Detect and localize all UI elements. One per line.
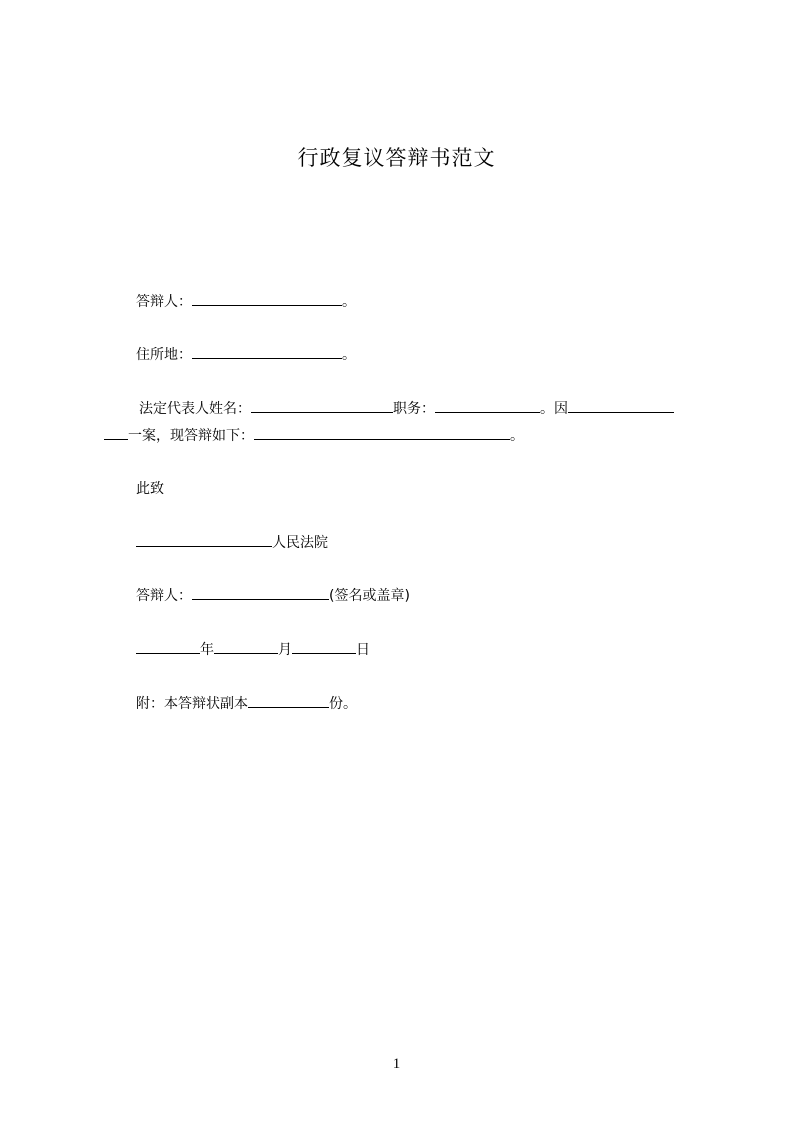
- copies-blank[interactable]: [248, 694, 329, 708]
- date-line: [136, 640, 370, 659]
- position-label: 职务：: [393, 401, 435, 417]
- page-number: 1: [392, 1056, 401, 1072]
- respondent-line: [136, 292, 356, 311]
- court-line: [136, 533, 328, 552]
- signature-line: [136, 586, 410, 605]
- address-end: 。: [342, 347, 356, 363]
- sign-note: (签名或盖章): [329, 588, 410, 604]
- position-blank[interactable]: [435, 399, 540, 413]
- legal-rep-blank[interactable]: [251, 399, 393, 413]
- document-title: 行政复议答辩书范文: [297, 146, 496, 170]
- defense-blank[interactable]: [254, 426, 510, 440]
- signature-blank[interactable]: [192, 586, 329, 600]
- attachment-suffix: 份。: [329, 696, 357, 712]
- respondent-blank[interactable]: [192, 292, 342, 306]
- attachment-line: [136, 694, 357, 713]
- respondent-label: 答辩人：: [136, 294, 192, 310]
- legal-rep-line: [139, 399, 674, 418]
- year-blank[interactable]: [136, 640, 200, 654]
- cause-blank[interactable]: [568, 399, 674, 413]
- address-line: [136, 345, 356, 364]
- month-blank[interactable]: [214, 640, 278, 654]
- court-blank[interactable]: [136, 533, 272, 547]
- day-label: 日: [356, 642, 370, 658]
- cause-blank-continued[interactable]: [104, 426, 128, 440]
- address-blank[interactable]: [192, 345, 342, 359]
- respondent-end: 。: [342, 294, 356, 310]
- month-label: 月: [278, 642, 292, 658]
- closing-line: [136, 480, 164, 498]
- because-text: 。因: [540, 401, 568, 417]
- court-label: 人民法院: [272, 535, 328, 551]
- case-line: [104, 426, 524, 445]
- year-label: 年: [200, 642, 214, 658]
- case-text: 一案，现答辩如下：: [128, 428, 254, 444]
- case-end: 。: [510, 428, 524, 444]
- legal-rep-label: 法定代表人姓名：: [139, 401, 251, 417]
- closing-text: 此致: [136, 481, 164, 497]
- attachment-prefix: 附：本答辩状副本: [136, 696, 248, 712]
- day-blank[interactable]: [292, 640, 356, 654]
- sign-respondent-label: 答辩人：: [136, 588, 192, 604]
- address-label: 住所地：: [136, 347, 192, 363]
